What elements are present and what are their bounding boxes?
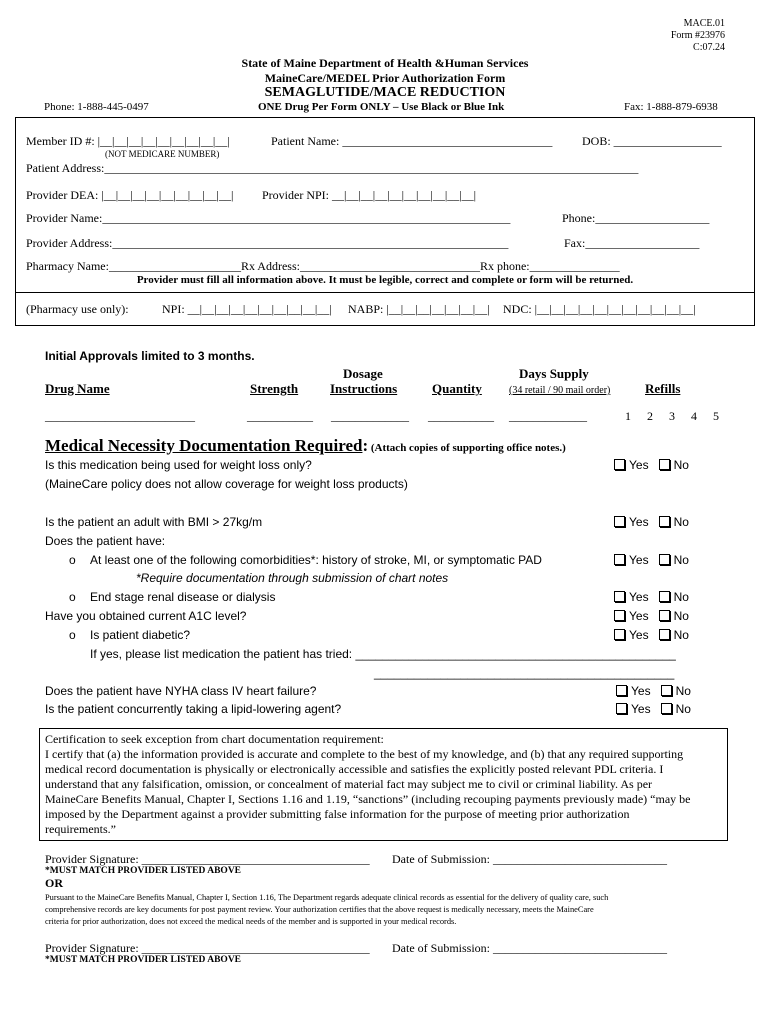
yes-no-lipid (616, 702, 691, 716)
submission-date-field[interactable]: Date of Submission: _____________________________ (392, 852, 667, 866)
yes-no-comorbidities (614, 553, 689, 567)
yes-checkbox[interactable] (616, 685, 627, 696)
ink-instruction: ONE Drug Per Form ONLY – Use Black or Blue Ink (258, 101, 505, 113)
certification-text: imposed by the Department against a provider submitting false information for the purpose of meeting prior authorization (45, 807, 630, 821)
bullet: o (69, 628, 76, 642)
no-label: No (675, 702, 691, 716)
dob-field[interactable]: DOB: __________________ (582, 134, 722, 148)
form-title: MaineCare/MEDEL Prior Authorization Form (264, 71, 506, 85)
approval-note: Initial Approvals limited to 3 months. (45, 349, 255, 363)
no-label: No (673, 590, 689, 604)
yes-checkbox[interactable] (614, 629, 625, 640)
col-days-supply-note: (34 retail / 90 mail order) (509, 385, 611, 396)
fax-number: Fax: 1-888-879-6938 (624, 101, 718, 113)
refill-option[interactable]: 3 (669, 409, 675, 423)
yes-label: Yes (629, 553, 649, 567)
refill-option[interactable]: 4 (691, 409, 697, 423)
col-quantity: Quantity (432, 381, 482, 396)
fine-print: criteria for prior authorization, does not exceed the medical needs of the member and is supported in your medical records. (45, 917, 457, 926)
q-weight-loss-note: (MaineCare policy does not allow coverage for weight loss products) (45, 477, 408, 491)
yes-label: Yes (629, 515, 649, 529)
strength-input[interactable]: ___________ (247, 409, 313, 423)
yes-no-diabetic (614, 628, 689, 642)
agency-name: State of Maine Department of Health &Human Services (241, 56, 529, 70)
provider-phone-field[interactable]: Phone:___________________ (562, 211, 710, 225)
form-revision: C:07.24 (693, 42, 725, 53)
q-does-patient-have: Does the patient have: (45, 534, 166, 548)
provider-name-field[interactable]: Provider Name:____________________________________________________________________ (26, 211, 511, 225)
necessity-colon: : (362, 436, 369, 455)
drug-name-input[interactable]: _________________________ (45, 409, 195, 423)
must-match-note-2: *MUST MATCH PROVIDER LISTED ABOVE (45, 955, 242, 965)
or-separator: OR (45, 876, 63, 890)
no-checkbox[interactable] (659, 629, 670, 640)
pharmacy-name-field[interactable]: Pharmacy Name:______________________Rx Address:______________________________Rx phone:_______________ (26, 259, 620, 273)
q-lipid-lowering: Is the patient concurrently taking a lipid-lowering agent? (45, 702, 342, 716)
no-checkbox[interactable] (659, 459, 670, 470)
dosage-input[interactable]: _____________ (331, 409, 409, 423)
q-renal-disease: End stage renal disease or dialysis (90, 590, 276, 604)
no-checkbox[interactable] (661, 703, 672, 714)
bullet: o (69, 553, 76, 567)
pharmacy-npi-field[interactable]: NPI: __|__|__|__|__|__|__|__|__|__| (162, 302, 332, 316)
yes-checkbox[interactable] (614, 591, 625, 602)
patient-address-field[interactable]: Patient Address:_________________________________________________________________________________________ (26, 161, 639, 175)
pharmacy-nabp-field[interactable]: NABP: |__|__|__|__|__|__|__| (348, 302, 490, 316)
must-match-note: *MUST MATCH PROVIDER LISTED ABOVE (45, 866, 242, 876)
quantity-input[interactable]: ___________ (428, 409, 494, 423)
col-days-supply: Days Supply (519, 366, 589, 381)
drug-title: SEMAGLUTIDE/MACE REDUCTION (264, 85, 506, 100)
medications-tried-continued[interactable]: _____________________________________________ (374, 666, 675, 680)
no-label: No (673, 628, 689, 642)
member-id-field[interactable]: Member ID #: |__|__|__|__|__|__|__|__|__| (26, 134, 230, 148)
provider-notice: Provider must fill all information above. It must be legible, correct and complete or form will be returned. (136, 274, 634, 286)
no-checkbox[interactable] (659, 610, 670, 621)
refill-option[interactable]: 2 (647, 409, 653, 423)
col-drug-name: Drug Name (45, 381, 110, 396)
refill-option[interactable]: 1 (625, 409, 631, 423)
yes-no-bmi (614, 515, 689, 529)
necessity-subtitle: (Attach copies of supporting office notes.) (368, 442, 566, 454)
certification-text: I certify that (a) the information provided is accurate and complete to the best of my knowledge, and (b) that any required supporting (45, 747, 684, 761)
fine-print: comprehensive records are key documents for post payment review. Your authorization certifies that the above request is medically necessary, meets the MaineCare (45, 905, 594, 914)
col-strength: Strength (250, 381, 299, 396)
q-weight-loss: Is this medication being used for weight loss only? (45, 458, 312, 472)
no-label: No (673, 458, 689, 472)
no-checkbox[interactable] (659, 554, 670, 565)
phone-number: Phone: 1-888-445-0497 (44, 101, 149, 113)
yes-label: Yes (629, 458, 649, 472)
provider-signature-field[interactable]: Provider Signature: ______________________________________ (45, 852, 370, 866)
certification-text: requirements.” (45, 822, 116, 836)
days-supply-input[interactable]: _____________ (509, 409, 587, 423)
q-a1c: Have you obtained current A1C level? (45, 609, 247, 623)
patient-name-field[interactable]: Patient Name: ___________________________________ (271, 134, 553, 148)
yes-no-heart-failure (616, 684, 691, 698)
yes-no-renal (614, 590, 689, 604)
pharmacy-use-label: (Pharmacy use only): (26, 302, 129, 316)
yes-checkbox[interactable] (614, 516, 625, 527)
medications-tried-field[interactable]: If yes, please list medication the patient has tried: ________________________________________________ (90, 647, 676, 661)
form-number: Form #23976 (670, 30, 725, 41)
pharmacy-ndc-field[interactable]: NDC: |__|__|__|__|__|__|__|__|__|__|__| (503, 302, 696, 316)
provider-npi-field[interactable]: Provider NPI: __|__|__|__|__|__|__|__|__|__| (262, 188, 477, 202)
certification-text: understand that any falsification, omission, or concealment of material fact may subject me to civil or criminal liability. As per (45, 777, 653, 791)
no-label: No (673, 553, 689, 567)
yes-label: Yes (631, 702, 651, 716)
not-medicare-note: (NOT MEDICARE NUMBER) (105, 149, 220, 159)
no-checkbox[interactable] (659, 591, 670, 602)
yes-label: Yes (629, 609, 649, 623)
yes-label: Yes (629, 628, 649, 642)
q-heart-failure: Does the patient have NYHA class IV heart failure? (45, 684, 317, 698)
certification-heading: Certification to seek exception from chart documentation requirement: (45, 732, 384, 746)
no-checkbox[interactable] (661, 685, 672, 696)
provider-signature-field-2[interactable]: Provider Signature: ______________________________________ (45, 941, 370, 955)
certification-text: medical record documentation is physically or electronically accessible and satisfies the explicitly posted relevant PDL criteria. I (45, 762, 664, 776)
no-checkbox[interactable] (659, 516, 670, 527)
col-refills: Refills (645, 381, 681, 396)
provider-address-field[interactable]: Provider Address:__________________________________________________________________ (26, 236, 509, 250)
q-comorbidities: At least one of the following comorbidities*: history of stroke, MI, or symptomatic PAD (90, 553, 542, 567)
form-code: MACE.01 (683, 18, 725, 29)
provider-dea-field[interactable]: Provider DEA: |__|__|__|__|__|__|__|__|__| (26, 188, 234, 202)
col-dosage-line1: Dosage (343, 366, 383, 381)
bullet: o (69, 590, 76, 604)
q-diabetic: Is patient diabetic? (90, 628, 191, 642)
yes-checkbox[interactable] (614, 610, 625, 621)
yes-checkbox[interactable] (614, 459, 625, 470)
no-label: No (673, 515, 689, 529)
provider-fax-field[interactable]: Fax:___________________ (564, 236, 700, 250)
yes-checkbox[interactable] (616, 703, 627, 714)
necessity-heading (45, 436, 566, 456)
yes-no-a1c (614, 609, 689, 623)
yes-label: Yes (629, 590, 649, 604)
submission-date-field-2[interactable]: Date of Submission: _____________________________ (392, 941, 667, 955)
necessity-title: Medical Necessity Documentation Required (45, 436, 363, 455)
comorbidities-note: *Require documentation through submission of chart notes (136, 571, 449, 585)
yes-no-weight-loss (614, 458, 689, 472)
yes-label: Yes (631, 684, 651, 698)
no-label: No (675, 684, 691, 698)
q-bmi: Is the patient an adult with BMI > 27kg/m (45, 515, 263, 529)
certification-text: MaineCare Benefits Manual, Chapter I, Sections 1.16 and 1.19, “sanctions” (including recouping payments previously made) “may be (45, 792, 691, 806)
fine-print: Pursuant to the MaineCare Benefits Manual, Chapter I, Section 1.16, The Department regards adequate clinical records as essential for the delivery of quality care, such (45, 893, 609, 902)
yes-checkbox[interactable] (614, 554, 625, 565)
no-label: No (673, 609, 689, 623)
refill-option[interactable]: 5 (713, 409, 719, 423)
col-dosage-line2: Instructions (330, 381, 398, 396)
